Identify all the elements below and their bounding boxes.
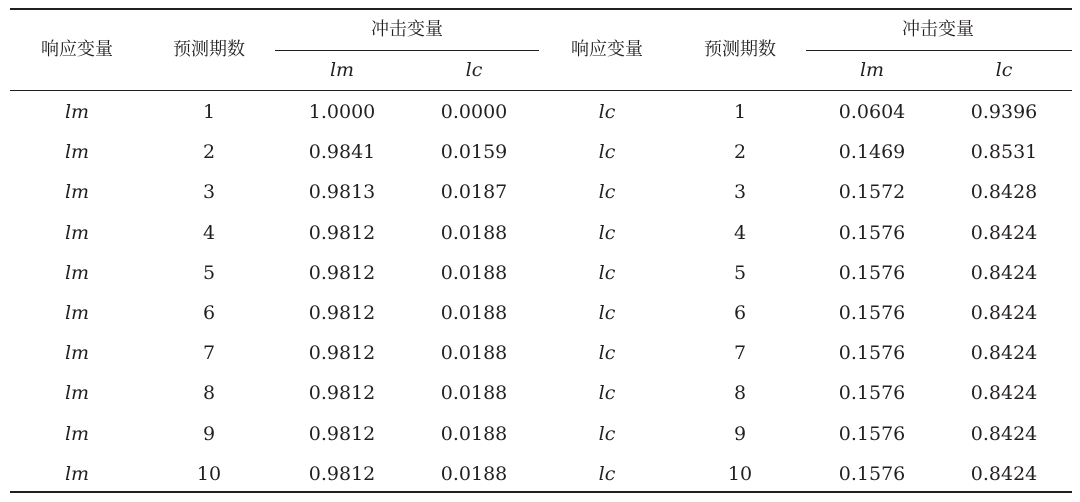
table-cell-lm: 0.9813 <box>308 181 376 204</box>
table-cell-period: 3 <box>202 181 216 204</box>
table-cell-lm: 0.9812 <box>308 462 376 485</box>
table-cell-period: 2 <box>733 141 747 164</box>
table-cell-response: lc <box>598 342 616 365</box>
table-cell-lc: 0.8424 <box>970 342 1038 365</box>
table-cell-response: lc <box>598 221 616 244</box>
table-cell-period: 2 <box>202 141 216 164</box>
table-cell-period: 7 <box>733 342 747 365</box>
table-cell-lm: 0.9812 <box>308 382 376 405</box>
table-bottom-rule <box>10 491 1072 493</box>
table-cell-lm: 0.9812 <box>308 342 376 365</box>
table-cell-lm: 0.1576 <box>838 342 906 365</box>
table-cell-response: lm <box>64 422 90 445</box>
table-cell-response: lm <box>64 141 90 164</box>
table-cell-lc: 0.8531 <box>970 141 1038 164</box>
table-cell-lc: 0.8424 <box>970 261 1038 284</box>
table-cell-lm: 1.0000 <box>308 101 376 123</box>
table-cell-response: lc <box>598 382 616 405</box>
table-cell-period: 8 <box>733 382 747 405</box>
table-cell-lm: 0.1576 <box>838 382 906 405</box>
table-cell-period: 4 <box>733 221 747 244</box>
table-cell-lm: 0.0604 <box>838 101 906 123</box>
header-forecast-period-left: 预测期数 <box>173 39 245 60</box>
table-cell-response: lm <box>64 221 90 244</box>
header-shock-variable-left: 冲击变量 <box>371 19 443 40</box>
table-cell-lc: 0.0188 <box>440 221 508 244</box>
table-cell-lc: 0.8424 <box>970 302 1038 324</box>
table-cell-lc: 0.0188 <box>440 261 508 284</box>
table-cell-period: 5 <box>733 261 747 284</box>
header-shock-lc-left: lc <box>465 59 483 81</box>
header-forecast-period-right: 预测期数 <box>704 39 776 60</box>
table-cell-period: 9 <box>202 422 216 445</box>
table-cell-period: 6 <box>733 302 747 324</box>
table-cell-lc: 0.8424 <box>970 422 1038 445</box>
table-cell-lc: 0.9396 <box>970 101 1038 123</box>
table-cell-response: lm <box>64 261 90 284</box>
header-shock-lm-left: lm <box>329 59 355 81</box>
table-cell-lm: 0.1576 <box>838 422 906 445</box>
table-cell-lc: 0.0188 <box>440 302 508 324</box>
table-cell-response: lm <box>64 181 90 204</box>
table-cell-lc: 0.8424 <box>970 382 1038 405</box>
table-cell-lm: 0.9812 <box>308 422 376 445</box>
table-cell-lc: 0.0159 <box>440 141 508 164</box>
header-shock-lc-right: lc <box>995 59 1013 81</box>
table-cell-response: lc <box>598 302 616 324</box>
table-cell-lm: 0.9812 <box>308 261 376 284</box>
table-cell-lc: 0.0188 <box>440 462 508 485</box>
table-cell-lc: 0.0188 <box>440 422 508 445</box>
table-cell-lm: 0.1576 <box>838 462 906 485</box>
table-cell-lc: 0.8424 <box>970 221 1038 244</box>
table-cell-response: lm <box>64 342 90 365</box>
table-cell-period: 3 <box>733 181 747 204</box>
table-cell-lc: 0.0000 <box>440 101 508 123</box>
table-cell-lc: 0.8428 <box>970 181 1038 204</box>
table-cell-lm: 0.9841 <box>308 141 376 164</box>
table-cell-period: 6 <box>202 302 216 324</box>
table-cell-lm: 0.1576 <box>838 302 906 324</box>
header-shock-variable-right: 冲击变量 <box>902 19 974 40</box>
table-cell-response: lm <box>64 101 90 123</box>
table-cell-lm: 0.9812 <box>308 221 376 244</box>
table-cell-period: 10 <box>727 462 753 485</box>
table-cell-lm: 0.1576 <box>838 261 906 284</box>
table-cell-period: 1 <box>733 101 747 123</box>
table-cell-period: 4 <box>202 221 216 244</box>
header-response-variable-right: 响应变量 <box>571 39 643 60</box>
table-cell-lc: 0.0188 <box>440 382 508 405</box>
table-cell-response: lc <box>598 261 616 284</box>
table-cell-period: 5 <box>202 261 216 284</box>
table-cell-response: lm <box>64 382 90 405</box>
table-cell-period: 9 <box>733 422 747 445</box>
table-cell-lm: 0.1576 <box>838 221 906 244</box>
table-cell-lm: 0.1572 <box>838 181 906 204</box>
table-cell-period: 7 <box>202 342 216 365</box>
table-cell-response: lc <box>598 422 616 445</box>
header-shock-lm-right: lm <box>859 59 885 81</box>
table-cell-period: 1 <box>202 101 216 123</box>
table-cell-lm: 0.9812 <box>308 302 376 324</box>
table-cell-response: lc <box>598 181 616 204</box>
table-cell-response: lm <box>64 302 90 324</box>
table-cell-response: lc <box>598 462 616 485</box>
table-cell-lc: 0.8424 <box>970 462 1038 485</box>
table-cell-period: 10 <box>196 462 222 485</box>
header-response-variable-left: 响应变量 <box>41 39 113 60</box>
table-cell-response: lc <box>598 101 616 123</box>
table-cell-response: lc <box>598 141 616 164</box>
table-cell-response: lm <box>64 462 90 485</box>
table-cell-lc: 0.0188 <box>440 342 508 365</box>
table-cell-period: 8 <box>202 382 216 405</box>
table-cell-lm: 0.1469 <box>838 141 906 164</box>
table-cell-lc: 0.0187 <box>440 181 508 204</box>
